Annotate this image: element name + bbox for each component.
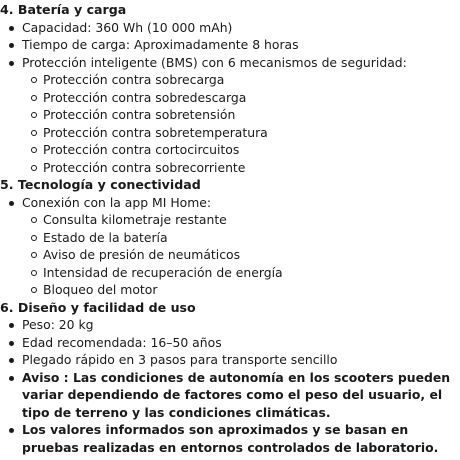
circle-bullet-icon — [31, 252, 37, 258]
section-connectivity — [0, 176, 460, 299]
circle-bullet-icon — [31, 112, 37, 118]
notice-text: Aviso : Las condiciones de autonomía en los scooters pueden variar dependiendo de factores como el peso del usuario, el tipo de terreno y las condiciones climáticas. — [22, 369, 451, 420]
sub-list-item-text: Bloqueo del motor — [43, 282, 158, 297]
list-item-text: Conexión con la app MI Home: — [22, 194, 212, 210]
bullet-icon — [9, 428, 14, 433]
bullet-icon — [9, 341, 14, 346]
bullet-list — [0, 19, 460, 177]
list-item — [22, 194, 460, 299]
disclaimer-item — [22, 421, 460, 456]
bullet-icon — [9, 201, 14, 206]
sub-list-item-text: Consulta kilometraje restante — [43, 212, 227, 227]
circle-bullet-icon — [31, 130, 37, 136]
list-item — [22, 316, 460, 334]
sub-list-item — [43, 124, 460, 142]
sub-list-item-text: Protección contra sobretemperatura — [43, 124, 268, 140]
bullet-icon — [9, 26, 14, 31]
bullet-icon — [9, 358, 14, 363]
sub-bullet-list — [22, 71, 460, 176]
list-item — [22, 19, 460, 37]
bullet-icon — [9, 323, 14, 328]
sub-list-item — [43, 246, 460, 264]
circle-bullet-icon — [31, 165, 37, 171]
bullet-list — [0, 316, 460, 456]
circle-bullet-icon — [31, 217, 37, 223]
list-item — [22, 36, 460, 54]
sub-list-item — [43, 141, 460, 159]
disclaimer-text: Los valores informados son aproximados y se basan en pruebas realizadas en entornos controlados de laboratorio. — [22, 422, 439, 455]
circle-bullet-icon — [31, 147, 37, 153]
sub-list-item-text: Protección contra sobrecorriente — [43, 159, 246, 175]
section-title: 5. Tecnología y conectividad — [0, 177, 201, 192]
circle-bullet-icon — [31, 77, 37, 83]
sub-list-item — [43, 159, 460, 177]
sub-list-item — [43, 89, 460, 107]
sub-list-item-text: Protección contra cortocircuitos — [43, 142, 240, 157]
list-item-text: Edad recomendada: 16–50 años — [22, 334, 222, 350]
sub-list-item-text: Intensidad de recuperación de energía — [43, 264, 283, 280]
sub-list-item — [43, 106, 460, 124]
sub-list-item — [43, 281, 460, 299]
sub-list-item — [43, 229, 460, 247]
sub-bullet-list — [22, 211, 460, 299]
bullet-list — [0, 194, 460, 299]
bullet-icon — [9, 43, 14, 48]
list-item-text: Peso: 20 kg — [22, 317, 94, 332]
list-item-text: Tiempo de carga: Aproximadamente 8 horas — [22, 37, 299, 52]
sub-list-item-text: Estado de la batería — [43, 229, 168, 245]
list-item-text: Capacidad: 360 Wh (10 000 mAh) — [22, 19, 233, 35]
list-item-text: Protección inteligente (BMS) con 6 mecanismos de seguridad: — [22, 54, 407, 70]
section-title: 6. Diseño y facilidad de uso — [0, 299, 196, 315]
sub-list-item-text: Protección contra sobrecarga — [43, 72, 225, 87]
circle-bullet-icon — [31, 287, 37, 293]
list-item — [22, 54, 460, 177]
notice-item — [22, 369, 460, 422]
sub-list-item-text: Aviso de presión de neumáticos — [43, 247, 241, 262]
circle-bullet-icon — [31, 235, 37, 241]
list-item-text: Plegado rápido en 3 pasos para transporte sencillo — [22, 352, 338, 367]
sub-list-item-text: Protección contra sobredescarga — [43, 89, 247, 105]
sub-list-item-text: Protección contra sobretensión — [43, 107, 236, 122]
section-title: 4. Batería y carga — [0, 2, 127, 17]
bullet-icon — [9, 61, 14, 66]
bullet-icon — [9, 376, 14, 381]
sub-list-item — [43, 264, 460, 282]
sub-list-item — [43, 71, 460, 89]
list-item — [22, 334, 460, 352]
sub-list-item — [43, 211, 460, 229]
list-item — [22, 351, 460, 369]
section-battery — [0, 1, 460, 176]
circle-bullet-icon — [31, 95, 37, 101]
circle-bullet-icon — [31, 270, 37, 276]
section-design — [0, 299, 460, 457]
